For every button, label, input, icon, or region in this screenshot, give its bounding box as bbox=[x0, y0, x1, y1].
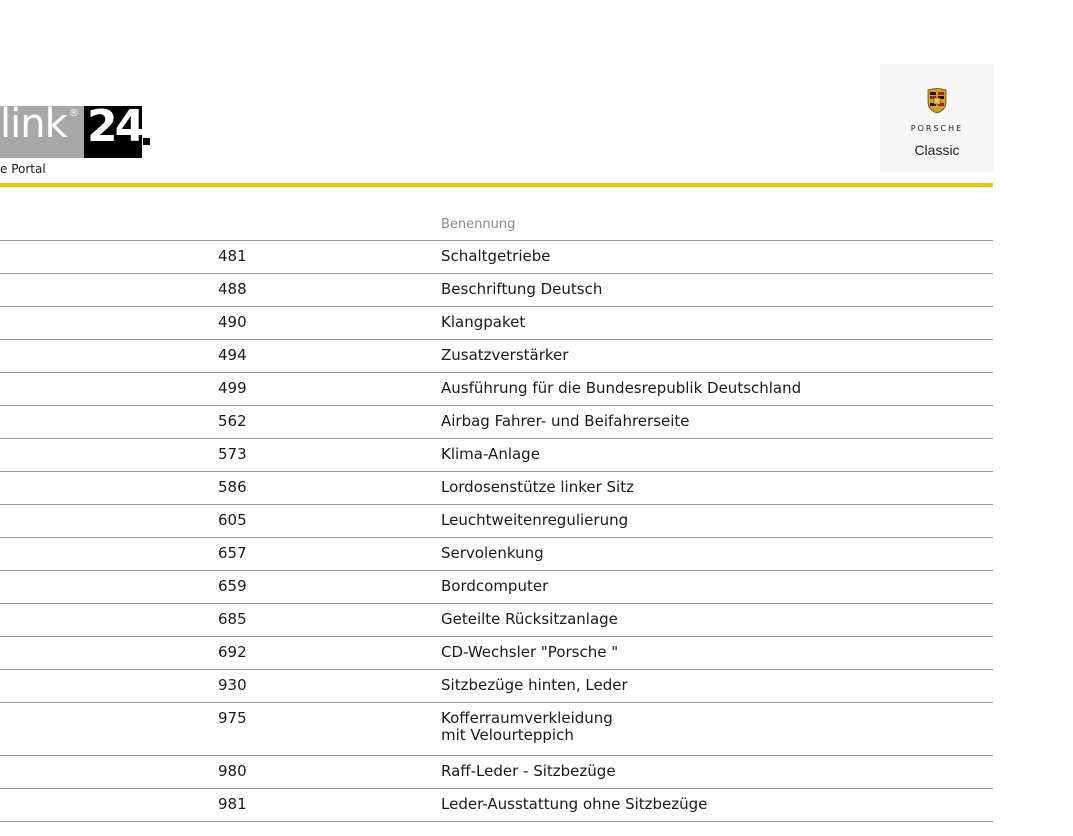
porsche-classic-label: Classic bbox=[914, 142, 960, 158]
options-table bbox=[0, 208, 993, 822]
header-accent-rule bbox=[0, 183, 993, 187]
option-name: Geteilte Rücksitzanlage bbox=[441, 610, 618, 628]
option-name: Lordosenstütze linker Sitz bbox=[441, 478, 634, 496]
option-name: Sitzbezüge hinten, Leder bbox=[441, 676, 628, 694]
table-row bbox=[0, 604, 993, 637]
option-name: Servolenkung bbox=[441, 544, 544, 562]
table-row bbox=[0, 703, 993, 756]
logo-registered-mark: ® bbox=[69, 108, 79, 119]
logo-dot bbox=[143, 138, 150, 145]
porsche-classic-logo[interactable] bbox=[880, 64, 994, 172]
table-row bbox=[0, 637, 993, 670]
table-row bbox=[0, 307, 993, 340]
option-code: 975 bbox=[218, 709, 247, 727]
porsche-crest-icon bbox=[927, 88, 947, 114]
table-row bbox=[0, 670, 993, 703]
option-code: 692 bbox=[218, 643, 247, 661]
option-name: Schaltgetriebe bbox=[441, 247, 551, 265]
option-code: 605 bbox=[218, 511, 247, 529]
table-row bbox=[0, 241, 993, 274]
option-name: Airbag Fahrer- und Beifahrerseite bbox=[441, 412, 690, 430]
logo-subtitle: e Portal bbox=[0, 162, 46, 176]
option-name: Bordcomputer bbox=[441, 577, 549, 595]
table-row bbox=[0, 571, 993, 604]
option-name: Klangpaket bbox=[441, 313, 526, 331]
option-code: 488 bbox=[218, 280, 247, 298]
option-name: CD-Wechsler "Porsche " bbox=[441, 643, 619, 661]
table-body bbox=[0, 241, 993, 822]
table-header bbox=[0, 208, 993, 241]
table-row bbox=[0, 373, 993, 406]
table-row bbox=[0, 340, 993, 373]
logo-word: link bbox=[0, 101, 67, 147]
table-row bbox=[0, 439, 993, 472]
option-code: 499 bbox=[218, 379, 247, 397]
table-row bbox=[0, 472, 993, 505]
option-code: 657 bbox=[218, 544, 247, 562]
table-row bbox=[0, 789, 993, 822]
option-name: Klima-Anlage bbox=[441, 445, 540, 463]
column-header-name: Benennung bbox=[441, 217, 516, 232]
option-name: Ausführung für die Bundesrepublik Deutschland bbox=[441, 379, 802, 397]
option-code: 490 bbox=[218, 313, 247, 331]
option-code: 981 bbox=[218, 795, 247, 813]
table-row bbox=[0, 274, 993, 307]
option-code: 573 bbox=[218, 445, 247, 463]
option-name: Raff-Leder - Sitzbezüge bbox=[441, 762, 616, 780]
table-row bbox=[0, 538, 993, 571]
option-name: Beschriftung Deutsch bbox=[441, 280, 603, 298]
option-name: Zusatzverstärker bbox=[441, 346, 569, 364]
table-row bbox=[0, 406, 993, 439]
option-code: 494 bbox=[218, 346, 247, 364]
option-code: 930 bbox=[218, 676, 247, 694]
option-code: 980 bbox=[218, 762, 247, 780]
table-row bbox=[0, 756, 993, 789]
option-code: 562 bbox=[218, 412, 247, 430]
option-code: 481 bbox=[218, 247, 247, 265]
option-name: Leder-Ausstattung ohne Sitzbezüge bbox=[441, 795, 708, 813]
porsche-wordmark: PORSCHE bbox=[910, 124, 964, 133]
table-row bbox=[0, 505, 993, 538]
option-name: Leuchtweitenregulierung bbox=[441, 511, 629, 529]
option-code: 685 bbox=[218, 610, 247, 628]
logo-number: 24 bbox=[87, 101, 143, 152]
option-name: Kofferraumverkleidung mit Velourteppich bbox=[441, 709, 613, 744]
option-code: 586 bbox=[218, 478, 247, 496]
site-logo[interactable] bbox=[0, 100, 200, 176]
option-code: 659 bbox=[218, 577, 247, 595]
